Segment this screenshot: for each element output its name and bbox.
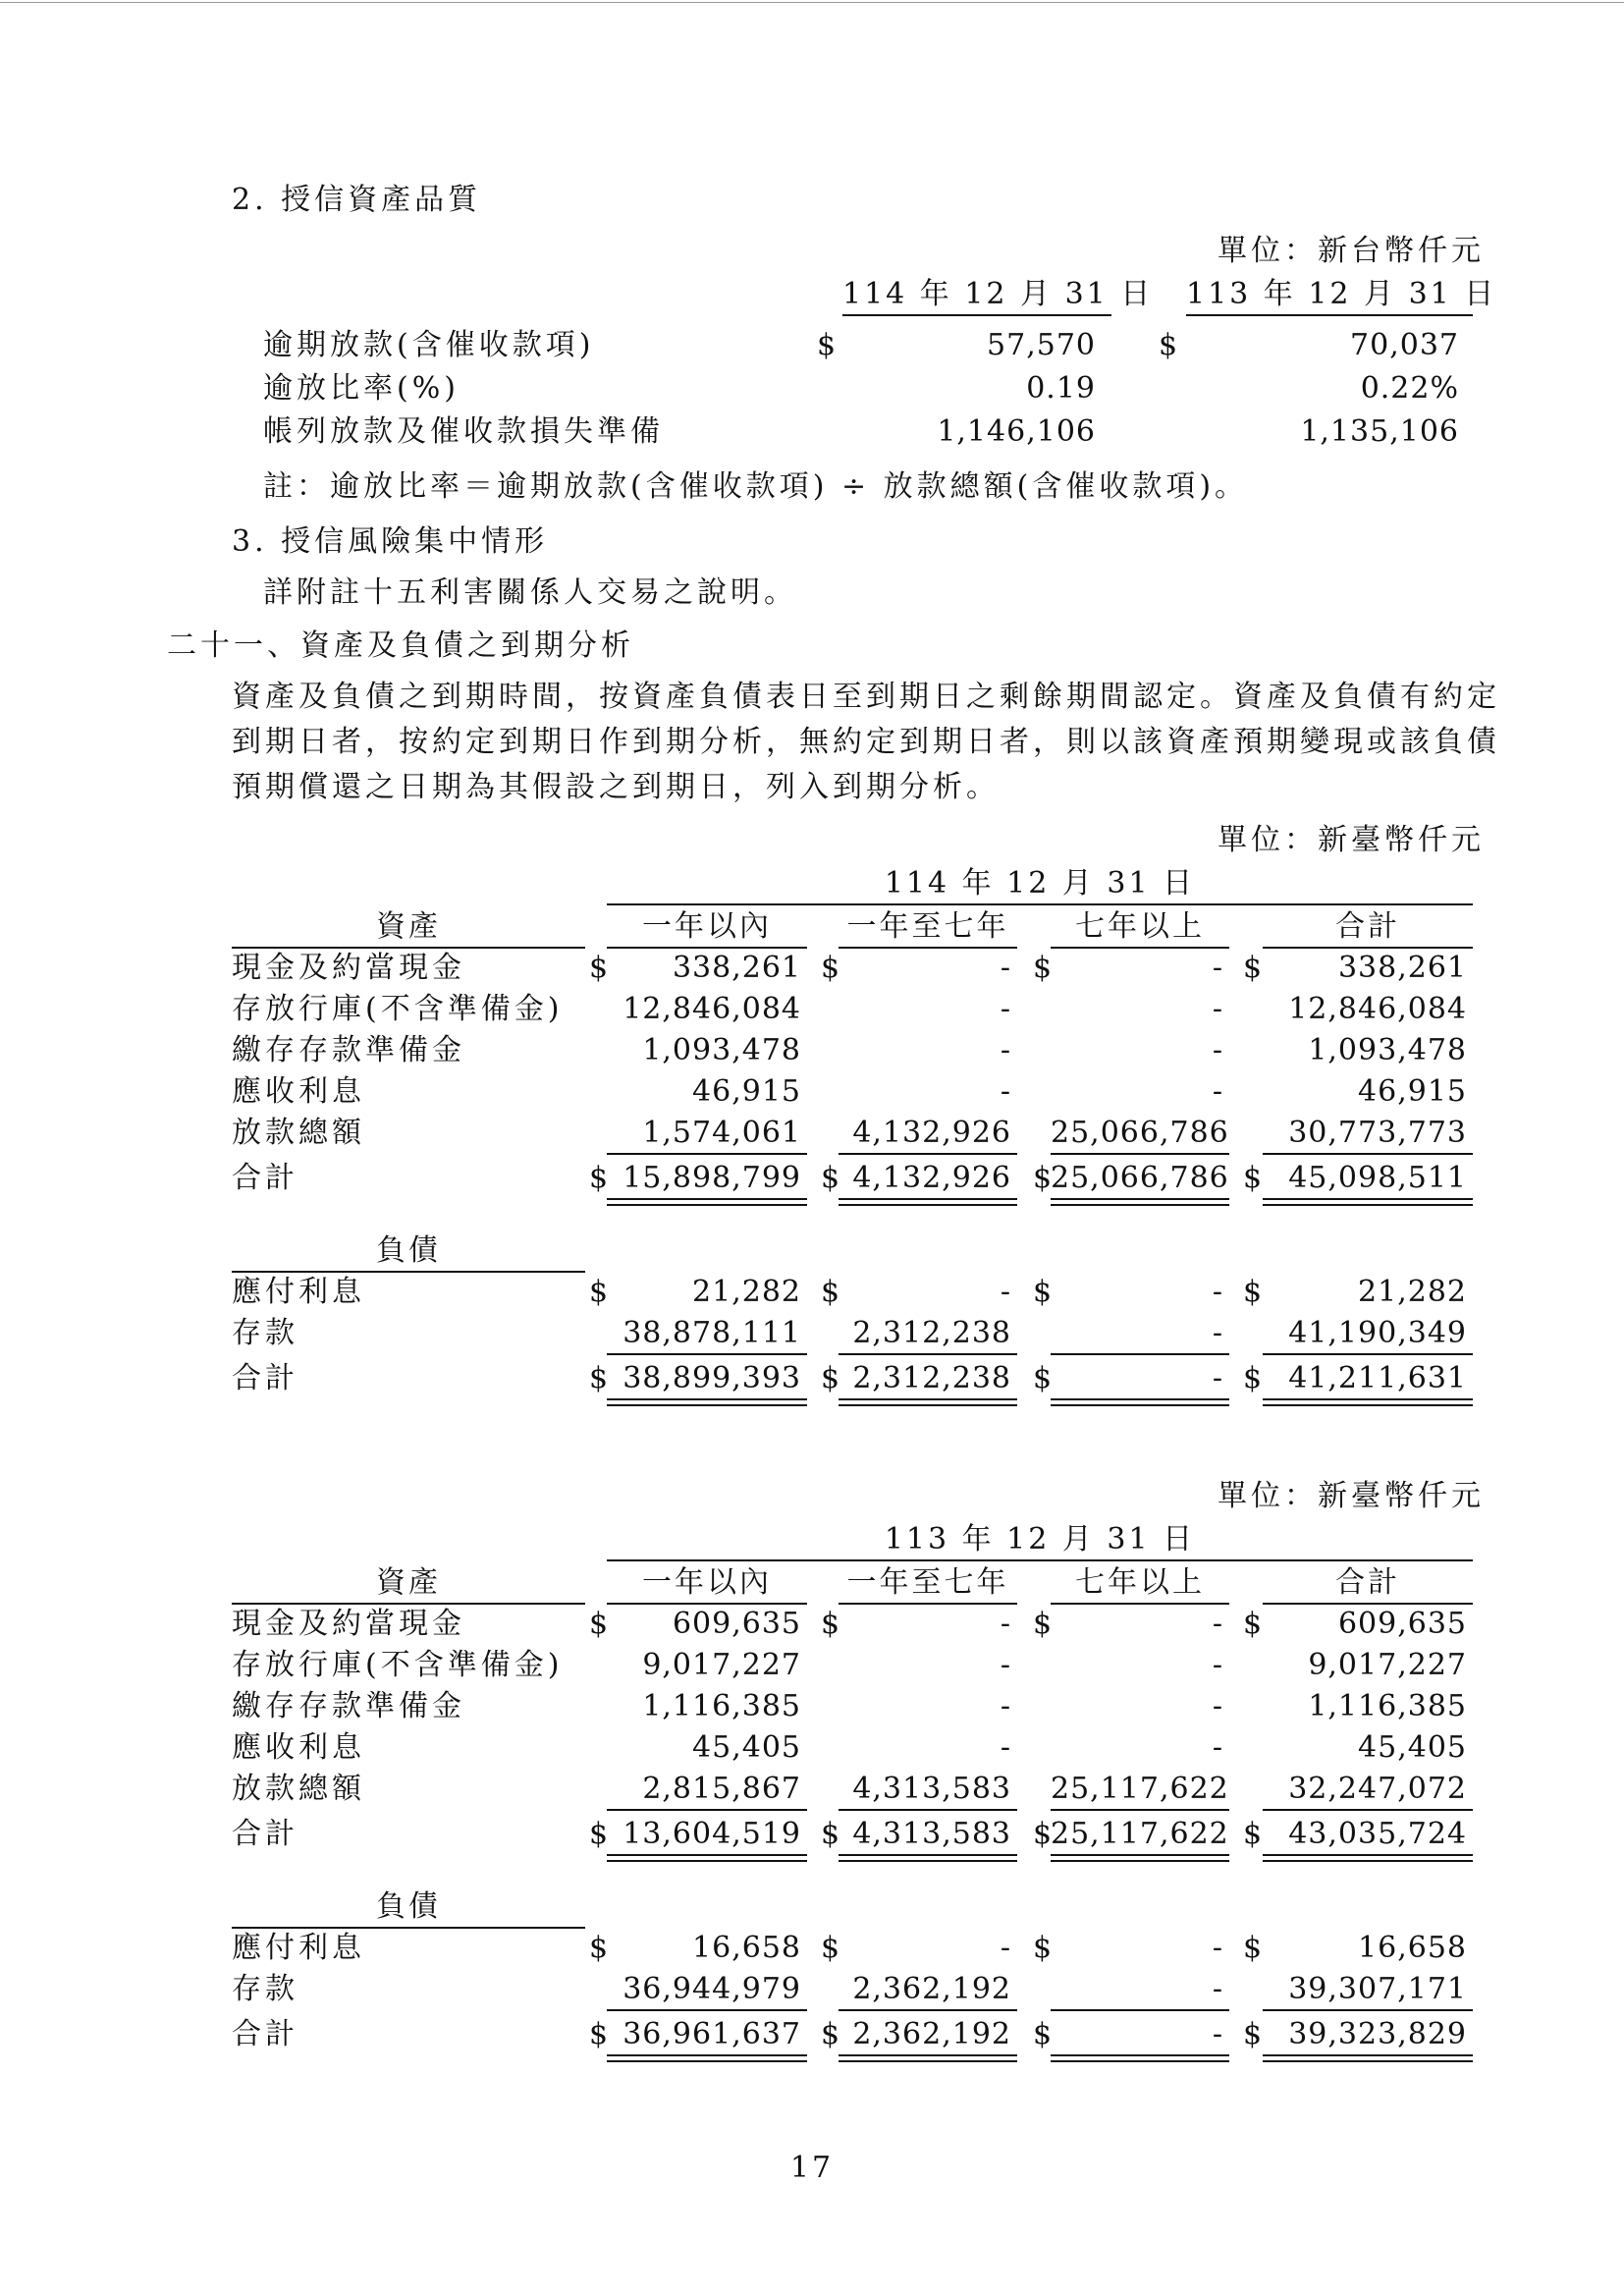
currency-sign: $	[589, 1931, 609, 1965]
cell-value: 36,961,637	[623, 2017, 801, 2051]
cell-value: 1,574,061	[642, 1116, 801, 1150]
total-double-rule	[839, 2054, 1017, 2062]
cell-value: 41,190,349	[1288, 1316, 1467, 1350]
section-2-heading: 2. 授信資產品質	[232, 183, 482, 217]
section-3-text: 詳附註十五利害關係人交易之說明。	[263, 575, 797, 610]
subtotal-rule	[607, 2009, 807, 2011]
date-rule	[607, 903, 1473, 905]
unit-label: 單位：新臺幣仟元	[1218, 1479, 1485, 1513]
row-label: 帳列放款及催收款損失準備	[263, 414, 664, 449]
currency-sign: $	[589, 951, 609, 985]
currency-sign: $	[1033, 1275, 1053, 1309]
col-header-114: 114 年 12 月 31 日	[842, 277, 1154, 311]
assets-heading: 資產	[376, 1565, 441, 1600]
cell-value: 4,313,583	[852, 1817, 1011, 1851]
heading-rule	[232, 947, 585, 949]
col-header-rule	[1263, 947, 1473, 949]
cell-value: 45,405	[692, 1730, 801, 1765]
liab-heading: 負債	[376, 1233, 441, 1268]
cell-value: 45,405	[1358, 1730, 1467, 1765]
row-label: 應收利息	[232, 1074, 365, 1109]
col-header: 合計	[1335, 909, 1400, 944]
currency-sign: $	[1243, 2017, 1263, 2051]
subtotal-rule	[607, 1153, 807, 1155]
currency-sign: $	[1033, 2017, 1053, 2051]
cell-value: -	[1000, 951, 1011, 985]
subtotal-rule	[839, 1809, 1017, 1811]
row-label: 存款	[232, 1972, 298, 2006]
col-header: 一年以內	[642, 909, 772, 944]
cell-value: -	[1212, 1931, 1223, 1965]
row-label: 合計	[232, 1361, 298, 1395]
cell-value: 21,282	[1358, 1275, 1467, 1309]
cell-value: -	[1000, 1730, 1011, 1765]
col-header-rule	[1051, 1603, 1229, 1605]
cell-value: 4,132,926	[852, 1116, 1011, 1150]
currency-sign: $	[821, 1817, 840, 1851]
cell-value: 9,017,227	[642, 1648, 801, 1682]
col-header-rule	[839, 1603, 1017, 1605]
currency-sign: $	[1243, 1361, 1263, 1395]
total-double-rule	[607, 1398, 807, 1406]
subtotal-rule	[1263, 1153, 1473, 1155]
cell-value: -	[1212, 1361, 1223, 1395]
currency-sign: $	[821, 2017, 840, 2051]
total-double-rule	[1051, 1854, 1229, 1862]
row-label: 應付利息	[232, 1275, 365, 1309]
page-number: 17	[789, 2151, 835, 2185]
paragraph-line: 到期日者，按約定到期日作到期分析，無約定到期日者，則以該資產預期變現或該負債	[232, 725, 1500, 759]
currency-sign: $	[589, 1607, 609, 1641]
cell-value: -	[1212, 2017, 1223, 2051]
ratio-note: 註：逾放比率＝逾期放款(含催收款項) ÷ 放款總額(含催收款項)。	[263, 469, 1249, 504]
currency-sign: $	[1243, 951, 1263, 985]
paragraph-line: 資產及負債之到期時間，按資產負債表日至到期日之剩餘期間認定。資產及負債有約定	[232, 680, 1500, 714]
currency-sign: $	[821, 1607, 840, 1641]
total-double-rule	[1263, 1398, 1473, 1406]
row-label: 繳存存款準備金	[232, 1689, 465, 1723]
col-header-rule	[607, 947, 807, 949]
currency-sign: $	[1033, 1361, 1053, 1395]
total-double-rule	[1051, 1398, 1229, 1406]
row-label: 存放行庫(不含準備金)	[232, 1648, 564, 1682]
value-114: 1,146,106	[937, 414, 1096, 449]
cell-value: 41,211,631	[1288, 1361, 1467, 1395]
cell-value: 2,312,238	[852, 1316, 1011, 1350]
cell-value: -	[1212, 1033, 1223, 1067]
heading-rule	[232, 1927, 585, 1929]
cell-value: -	[1000, 1689, 1011, 1723]
col-header-rule	[1186, 314, 1473, 316]
currency-sign: $	[589, 1817, 609, 1851]
cell-value: -	[1212, 1275, 1223, 1309]
cell-value: 12,846,084	[623, 992, 801, 1026]
row-label: 合計	[232, 1817, 298, 1851]
cell-value: 46,915	[1358, 1074, 1467, 1109]
cell-value: 609,635	[672, 1607, 801, 1641]
row-label: 現金及約當現金	[232, 951, 465, 985]
col-header-rule	[839, 947, 1017, 949]
cell-value: 39,323,829	[1288, 2017, 1467, 2051]
cell-value: 16,658	[1358, 1931, 1467, 1965]
cell-value: 30,773,773	[1288, 1116, 1467, 1150]
subtotal-rule	[839, 2009, 1017, 2011]
col-header: 七年以上	[1075, 909, 1205, 944]
col-header-rule	[842, 314, 1111, 316]
total-double-rule	[1263, 1198, 1473, 1206]
cell-value: 39,307,171	[1288, 1972, 1467, 2006]
row-label: 繳存存款準備金	[232, 1033, 465, 1067]
total-double-rule	[607, 1854, 807, 1862]
cell-value: -	[1000, 1931, 1011, 1965]
cell-value: 25,066,786	[1051, 1161, 1229, 1195]
col-header: 合計	[1335, 1565, 1400, 1600]
currency-sign: $	[1243, 1817, 1263, 1851]
cell-value: 338,261	[672, 951, 801, 985]
currency-sign: $	[821, 1275, 840, 1309]
subtotal-rule	[839, 1153, 1017, 1155]
paragraph-line: 預期償還之日期為其假設之到期日，列入到期分析。	[232, 770, 1000, 804]
cell-value: 2,312,238	[852, 1361, 1011, 1395]
currency-sign: $	[821, 1361, 840, 1395]
col-header: 一年至七年	[846, 1565, 1009, 1600]
assets-heading: 資產	[376, 909, 441, 944]
row-label: 現金及約當現金	[232, 1607, 465, 1641]
total-double-rule	[839, 1854, 1017, 1862]
cell-value: -	[1212, 1689, 1223, 1723]
cell-value: 16,658	[692, 1931, 801, 1965]
currency-sign: $	[817, 328, 837, 362]
subtotal-rule	[839, 1353, 1017, 1355]
cell-value: 25,117,622	[1051, 1817, 1229, 1851]
row-label: 應付利息	[232, 1931, 365, 1965]
cell-value: -	[1000, 1275, 1011, 1309]
subtotal-rule	[1051, 2009, 1229, 2011]
col-header-113: 113 年 12 月 31 日	[1186, 277, 1497, 311]
currency-sign: $	[1033, 1607, 1053, 1641]
cell-value: 13,604,519	[623, 1817, 801, 1851]
currency-sign: $	[1243, 1607, 1263, 1641]
cell-value: 38,878,111	[623, 1316, 801, 1350]
date-rule	[607, 1559, 1473, 1561]
cell-value: 25,117,622	[1051, 1772, 1229, 1806]
col-header: 一年以內	[642, 1565, 772, 1600]
cell-value: -	[1212, 1316, 1223, 1350]
value-113: 70,037	[1350, 328, 1459, 362]
heading-rule	[232, 1271, 585, 1273]
cell-value: 2,362,192	[852, 2017, 1011, 2051]
cell-value: 4,132,926	[852, 1161, 1011, 1195]
currency-sign: $	[821, 951, 840, 985]
col-header: 七年以上	[1075, 1565, 1205, 1600]
total-double-rule	[839, 1398, 1017, 1406]
row-label: 逾期放款(含催收款項)	[263, 328, 595, 362]
total-double-rule	[607, 1198, 807, 1206]
cell-value: 15,898,799	[623, 1161, 801, 1195]
total-double-rule	[839, 1198, 1017, 1206]
cell-value: 4,313,583	[852, 1772, 1011, 1806]
value-113: 1,135,106	[1300, 414, 1459, 449]
subtotal-rule	[1051, 1353, 1229, 1355]
cell-value: 21,282	[692, 1275, 801, 1309]
currency-sign: $	[1243, 1275, 1263, 1309]
col-header-rule	[1051, 947, 1229, 949]
subtotal-rule	[1263, 1809, 1473, 1811]
cell-value: 609,635	[1337, 1607, 1467, 1641]
subtotal-rule	[1051, 1809, 1229, 1811]
col-header-rule	[1263, 1603, 1473, 1605]
currency-sign: $	[1159, 328, 1178, 362]
currency-sign: $	[1033, 1161, 1053, 1195]
value-114: 0.19	[1026, 371, 1096, 406]
cell-value: 43,035,724	[1288, 1817, 1467, 1851]
section-3-heading: 3. 授信風險集中情形	[232, 524, 549, 559]
cell-value: -	[1212, 1730, 1223, 1765]
cell-value: 36,944,979	[623, 1972, 801, 2006]
total-double-rule	[1263, 2054, 1473, 2062]
total-double-rule	[1263, 1854, 1473, 1862]
cell-value: 1,116,385	[1308, 1689, 1467, 1723]
subtotal-rule	[1263, 1353, 1473, 1355]
cell-value: -	[1212, 992, 1223, 1026]
total-double-rule	[607, 2054, 807, 2062]
value-114: 57,570	[987, 328, 1096, 362]
row-label: 存放行庫(不含準備金)	[232, 992, 564, 1026]
row-label: 存款	[232, 1316, 298, 1350]
subtotal-rule	[1051, 1153, 1229, 1155]
row-label: 放款總額	[232, 1772, 365, 1806]
cell-value: -	[1212, 1074, 1223, 1109]
cell-value: -	[1000, 1648, 1011, 1682]
cell-value: -	[1000, 992, 1011, 1026]
table-date: 113 年 12 月 31 日	[884, 1522, 1196, 1557]
cell-value: 46,915	[692, 1074, 801, 1109]
row-label: 合計	[232, 1161, 298, 1195]
row-label: 逾放比率(%)	[263, 371, 460, 406]
table-date: 114 年 12 月 31 日	[884, 866, 1196, 901]
section-21-heading: 二十一、資產及負債之到期分析	[167, 628, 634, 663]
subtotal-rule	[607, 1809, 807, 1811]
total-double-rule	[1051, 1198, 1229, 1206]
cell-value: -	[1212, 1972, 1223, 2006]
subtotal-rule	[607, 1353, 807, 1355]
cell-value: 38,899,393	[623, 1361, 801, 1395]
cell-value: -	[1000, 1033, 1011, 1067]
unit-label: 單位：新臺幣仟元	[1218, 823, 1485, 857]
currency-sign: $	[821, 1161, 840, 1195]
currency-sign: $	[589, 1361, 609, 1395]
cell-value: -	[1212, 1648, 1223, 1682]
cell-value: -	[1000, 1607, 1011, 1641]
cell-value: 2,815,867	[642, 1772, 801, 1806]
cell-value: 9,017,227	[1308, 1648, 1467, 1682]
scan-edge-line	[0, 2, 1624, 3]
currency-sign: $	[589, 1275, 609, 1309]
currency-sign: $	[1243, 1161, 1263, 1195]
cell-value: 12,846,084	[1288, 992, 1467, 1026]
cell-value: 1,116,385	[642, 1689, 801, 1723]
row-label: 合計	[232, 2017, 298, 2051]
currency-sign: $	[589, 1161, 609, 1195]
currency-sign: $	[1033, 1817, 1053, 1851]
value-113: 0.22%	[1360, 371, 1459, 406]
heading-rule	[232, 1603, 585, 1605]
cell-value: 32,247,072	[1288, 1772, 1467, 1806]
subtotal-rule	[1263, 2009, 1473, 2011]
row-label: 放款總額	[232, 1116, 365, 1150]
cell-value: 25,066,786	[1051, 1116, 1229, 1150]
cell-value: 45,098,511	[1288, 1161, 1467, 1195]
cell-value: -	[1000, 1074, 1011, 1109]
liab-heading: 負債	[376, 1889, 441, 1924]
currency-sign: $	[1243, 1931, 1263, 1965]
col-header: 一年至七年	[846, 909, 1009, 944]
cell-value: 1,093,478	[1308, 1033, 1467, 1067]
cell-value: 2,362,192	[852, 1972, 1011, 2006]
cell-value: -	[1212, 951, 1223, 985]
unit-label-1: 單位：新台幣仟元	[1218, 234, 1485, 268]
currency-sign: $	[1033, 1931, 1053, 1965]
col-header-rule	[607, 1603, 807, 1605]
cell-value: 338,261	[1337, 951, 1467, 985]
currency-sign: $	[589, 2017, 609, 2051]
currency-sign: $	[821, 1931, 840, 1965]
total-double-rule	[1051, 2054, 1229, 2062]
row-label: 應收利息	[232, 1730, 365, 1765]
cell-value: 1,093,478	[642, 1033, 801, 1067]
cell-value: -	[1212, 1607, 1223, 1641]
currency-sign: $	[1033, 951, 1053, 985]
